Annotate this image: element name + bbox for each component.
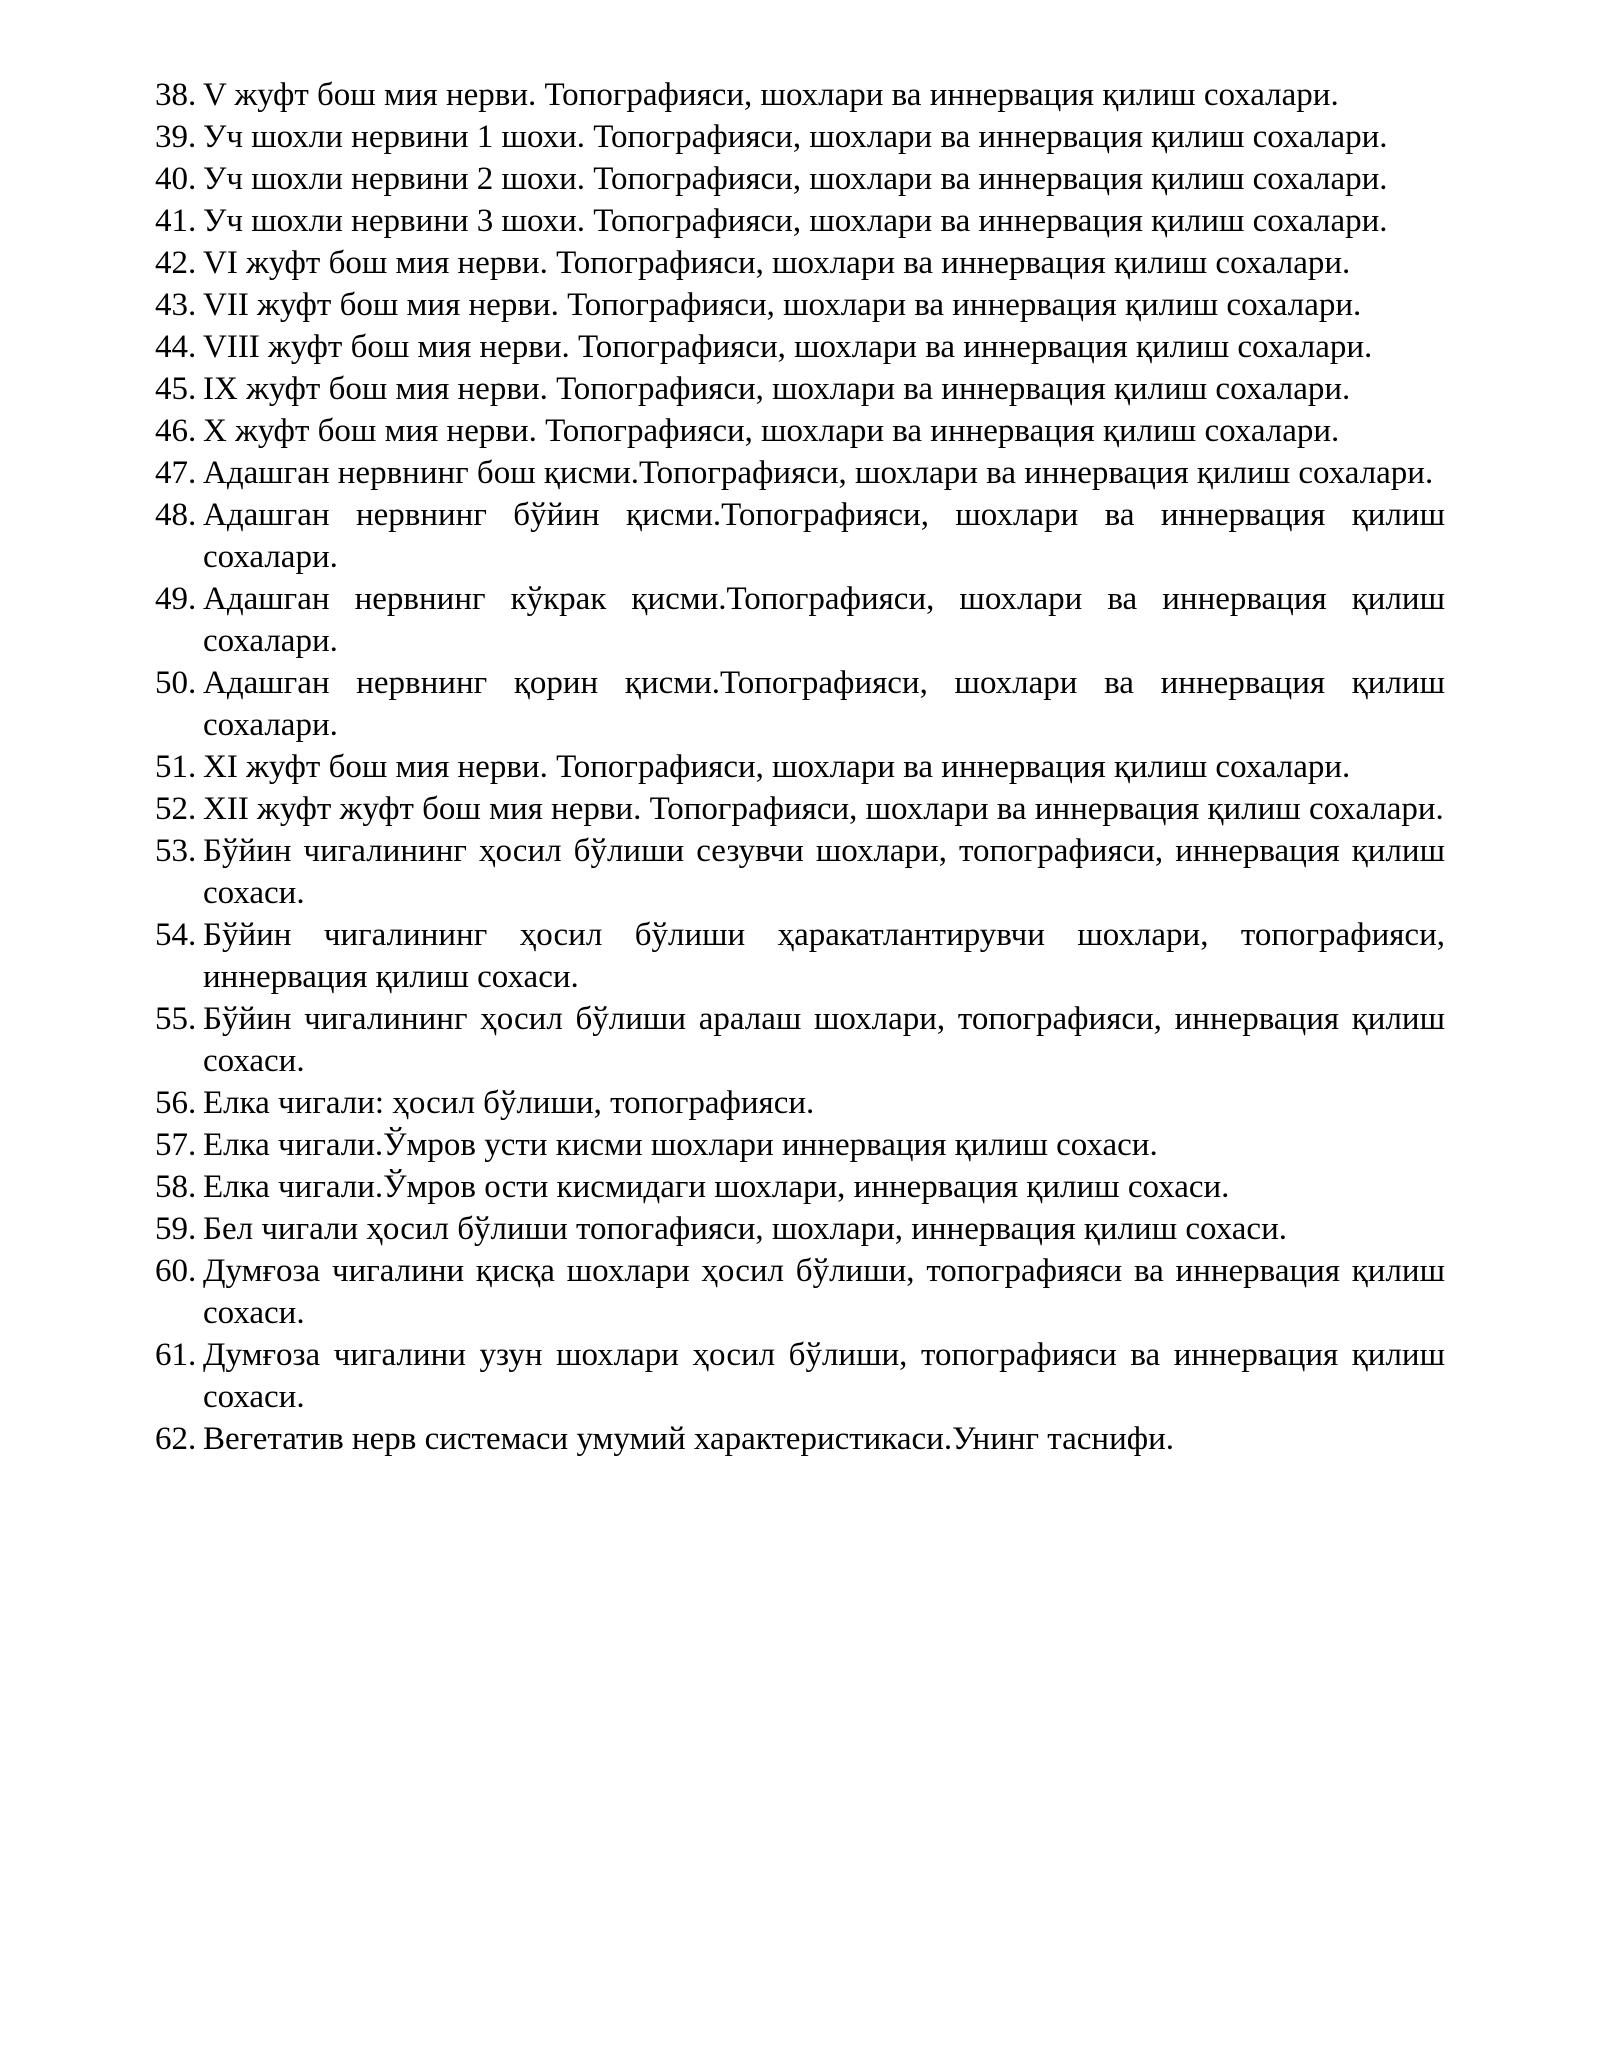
- question-item: [155, 788, 1445, 830]
- question-number: 57.: [155, 1127, 197, 1163]
- question-text: Адашган нервнинг бош қисми.Топографияси, шохлари ва иннервация қилиш сохалари.: [203, 455, 1434, 491]
- question-text: XI жуфт бош мия нерви. Топографияси, шохлари ва иннервация қилиш сохалари.: [203, 749, 1351, 785]
- question-text: X жуфт бош мия нерви. Топографияси, шохлари ва иннервация қилиш сохалари.: [203, 413, 1340, 449]
- question-text: Бўйин чигалининг ҳосил бўлиши аралаш шохлари, топографияси, иннервация қилиш сохаси.: [203, 1001, 1445, 1079]
- question-text: Уч шохли нервини 3 шохи. Топографияси, шохлари ва иннервация қилиш сохалари.: [203, 203, 1388, 239]
- question-text: Бел чигали ҳосил бўлиши топогафияси, шохлари, иннервация қилиш сохаси.: [203, 1211, 1287, 1247]
- question-number: 46.: [155, 413, 197, 449]
- question-text: Елка чигали.Ўмров ости кисмидаги шохлари, иннервация қилиш сохаси.: [203, 1169, 1230, 1205]
- question-item: [155, 914, 1445, 998]
- question-number: 62.: [155, 1421, 197, 1457]
- question-item: [155, 494, 1445, 578]
- question-item: [155, 116, 1445, 158]
- question-item: [155, 452, 1445, 494]
- question-number: 52.: [155, 791, 197, 827]
- question-number: 50.: [155, 665, 197, 701]
- question-text: Думғоза чигалини узун шохлари ҳосил бўлиши, топографияси ва иннервация қилиш сохаси.: [203, 1337, 1445, 1415]
- question-item: [155, 158, 1445, 200]
- question-number: 45.: [155, 371, 197, 407]
- question-item: [155, 998, 1445, 1082]
- question-number: 42.: [155, 245, 197, 281]
- question-item: [155, 1250, 1445, 1334]
- question-text: Елка чигали: ҳосил бўлиши, топографияси.: [203, 1085, 815, 1121]
- question-item: [155, 74, 1445, 116]
- question-number: 49.: [155, 581, 197, 617]
- question-item: [155, 1418, 1445, 1460]
- question-number: 48.: [155, 497, 197, 533]
- question-item: [155, 1166, 1445, 1208]
- question-text: Уч шохли нервини 2 шохи. Топографияси, шохлари ва иннервация қилиш сохалари.: [203, 161, 1388, 197]
- question-item: [155, 1208, 1445, 1250]
- question-item: [155, 746, 1445, 788]
- question-text: Адашган нервнинг қорин қисми.Топографияси, шохлари ва иннервация қилиш сохалари.: [203, 665, 1445, 743]
- question-item: [155, 242, 1445, 284]
- question-number: 41.: [155, 203, 197, 239]
- question-item: [155, 1334, 1445, 1418]
- question-text: VI жуфт бош мия нерви. Топографияси, шохлари ва иннервация қилиш сохалари.: [203, 245, 1351, 281]
- question-text: XII жуфт жуфт бош мия нерви. Топографияси, шохлари ва иннервация қилиш сохалари.: [203, 791, 1444, 827]
- question-number: 55.: [155, 1001, 197, 1037]
- question-item: [155, 368, 1445, 410]
- question-text: Елка чигали.Ўмров усти кисми шохлари иннервация қилиш сохаси.: [203, 1127, 1158, 1163]
- question-number: 56.: [155, 1085, 197, 1121]
- question-text: VII жуфт бош мия нерви. Топографияси, шохлари ва иннервация қилиш сохалари.: [203, 287, 1362, 323]
- question-item: [155, 284, 1445, 326]
- question-text: Бўйин чигалининг ҳосил бўлиши ҳаракатлантирувчи шохлари, топографияси, иннервация қилиш сохаси.: [203, 917, 1445, 995]
- question-number: 39.: [155, 119, 197, 155]
- question-number: 54.: [155, 917, 197, 953]
- question-text: Адашган нервнинг кўкрак қисми.Топографияси, шохлари ва иннервация қилиш сохалари.: [203, 581, 1445, 659]
- question-item: [155, 326, 1445, 368]
- question-number: 58.: [155, 1169, 197, 1205]
- question-number: 53.: [155, 833, 197, 869]
- question-number: 40.: [155, 161, 197, 197]
- question-number: 44.: [155, 329, 197, 365]
- question-text: Думғоза чигалини қисқа шохлари ҳосил бўлиши, топографияси ва иннервация қилиш сохаси.: [203, 1253, 1445, 1331]
- question-text: Адашган нервнинг бўйин қисми.Топографияси, шохлари ва иннервация қилиш сохалари.: [203, 497, 1445, 575]
- question-number: 47.: [155, 455, 197, 491]
- question-number: 43.: [155, 287, 197, 323]
- exam-question-list: [155, 74, 1445, 1460]
- question-number: 51.: [155, 749, 197, 785]
- question-item: [155, 578, 1445, 662]
- question-number: 61.: [155, 1337, 197, 1373]
- question-number: 38.: [155, 77, 197, 113]
- question-item: [155, 410, 1445, 452]
- question-item: [155, 830, 1445, 914]
- question-item: [155, 1124, 1445, 1166]
- question-number: 60.: [155, 1253, 197, 1289]
- question-item: [155, 1082, 1445, 1124]
- question-text: Уч шохли нервини 1 шохи. Топографияси, шохлари ва иннервация қилиш сохалари.: [203, 119, 1388, 155]
- question-item: [155, 200, 1445, 242]
- question-text: Бўйин чигалининг ҳосил бўлиши сезувчи шохлари, топографияси, иннервация қилиш сохаси.: [203, 833, 1445, 911]
- question-text: VIII жуфт бош мия нерви. Топографияси, шохлари ва иннервация қилиш сохалари.: [203, 329, 1373, 365]
- question-text: IX жуфт бош мия нерви. Топографияси, шохлари ва иннервация қилиш сохалари.: [203, 371, 1351, 407]
- question-text: Вегетатив нерв системаси умумий характеристикаси.Унинг таснифи.: [203, 1421, 1175, 1457]
- question-text: V жуфт бош мия нерви. Топографияси, шохлари ва иннервация қилиш сохалари.: [203, 77, 1339, 113]
- question-number: 59.: [155, 1211, 197, 1247]
- question-item: [155, 662, 1445, 746]
